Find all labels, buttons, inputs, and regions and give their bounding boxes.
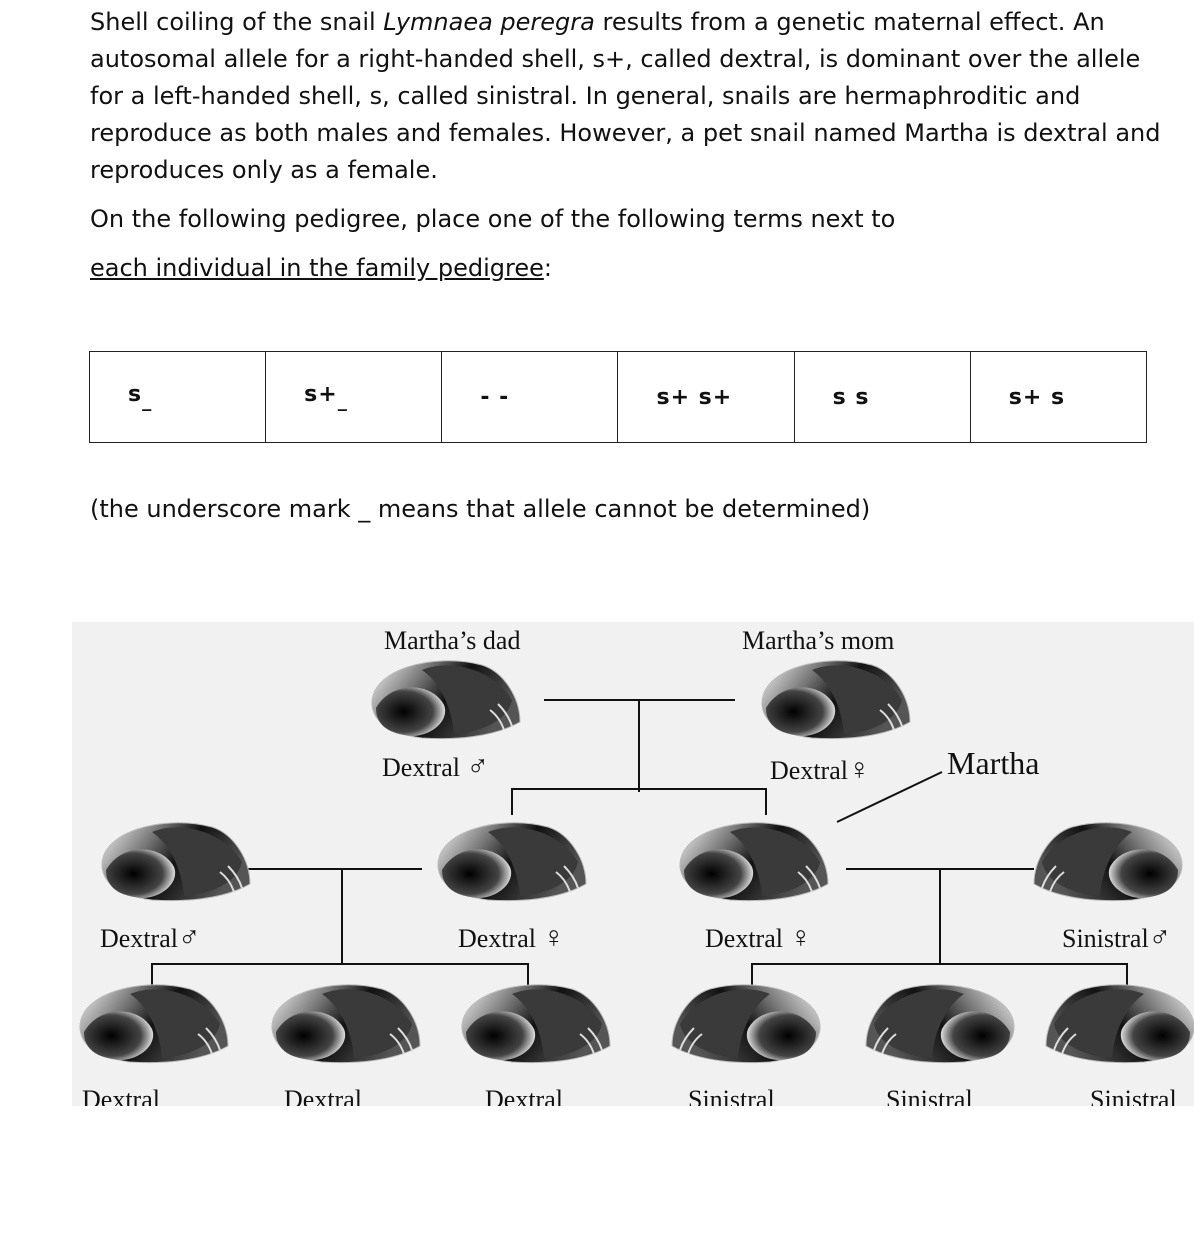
gen2-phenotype: Dextral ♀ <box>705 921 812 954</box>
term-cell: $s_{\_}$ <box>90 352 266 443</box>
species-name: Lymnaea peregra <box>383 8 595 36</box>
child-shell-icon <box>272 985 420 1063</box>
martha-label: Martha <box>947 745 1040 781</box>
intro-paragraph: Shell coiling of the snail Lymnaea peregra results from a genetic maternal effect. An autosomal allele for a right-handed shell, s+, called dextral, is dominant over the allele for a left-handed shell, s, called sinistral. In general, snails are hermaphroditic and reproduce as both males and females. However, a pet snail named Martha is dextral and reproduces only as a female. <box>90 8 1161 184</box>
male-symbol: ♂ <box>466 750 489 783</box>
instruction-underlined: each individual in the family pedigree: <box>90 254 552 282</box>
instruction-text: On the following pedigree, place one of the following terms next to <box>90 205 896 233</box>
female-symbol: ♀ <box>789 921 812 954</box>
term-cell: s+ s+ <box>618 352 794 443</box>
female-symbol: ♀ <box>847 753 871 786</box>
gen3-phenotype: Dextral <box>82 1085 160 1106</box>
term-cell: s+ s <box>970 352 1146 443</box>
mom-title: Martha’s mom <box>742 626 895 655</box>
pedigree-lines <box>152 700 1127 990</box>
dad-shell-icon <box>372 661 520 739</box>
sinistral-male-shell-icon <box>1034 823 1182 901</box>
mom-phenotype: Dextral♀ <box>770 753 871 786</box>
martha-shell-icon <box>680 823 828 901</box>
daughter-gen2-shell-icon <box>438 823 586 901</box>
gen2-phenotype: Sinistral♂ <box>1062 921 1172 954</box>
term-cell: s s <box>794 352 970 443</box>
child-shell-icon <box>462 985 610 1063</box>
male-symbol: ♂ <box>177 921 201 954</box>
mom-shell-icon <box>762 661 910 739</box>
gen2-phenotype: Dextral ♀ <box>458 921 565 954</box>
underscore-note: (the underscore mark _ means that allele cannot be determined) <box>90 495 871 523</box>
child-shell-icon <box>1046 985 1194 1063</box>
pedigree-svg <box>72 622 1194 1106</box>
male-symbol: ♂ <box>1148 921 1172 954</box>
term-cell: $s+_{\_}$ <box>266 352 442 443</box>
gen2-phenotype: Dextral♂ <box>100 921 201 954</box>
gen3-phenotype: Dextral <box>485 1085 563 1106</box>
female-symbol: ♀ <box>542 921 565 954</box>
pedigree-figure <box>72 622 1194 1106</box>
term-cell: - - <box>442 352 618 443</box>
gen3-phenotype: Dextral <box>284 1085 362 1106</box>
child-shell-icon <box>672 985 820 1063</box>
male-gen2-shell-icon <box>102 823 250 901</box>
genotype-terms-table <box>89 351 1147 443</box>
dad-phenotype: Dextral ♂ <box>382 750 489 783</box>
child-shell-icon <box>866 985 1014 1063</box>
gen3-phenotype: Sinistral <box>886 1085 973 1106</box>
dad-title: Martha’s dad <box>384 626 521 655</box>
gen3-phenotype: Sinistral <box>1090 1085 1177 1106</box>
gen3-phenotype: Sinistral <box>688 1085 775 1106</box>
child-shell-icon <box>80 985 228 1063</box>
